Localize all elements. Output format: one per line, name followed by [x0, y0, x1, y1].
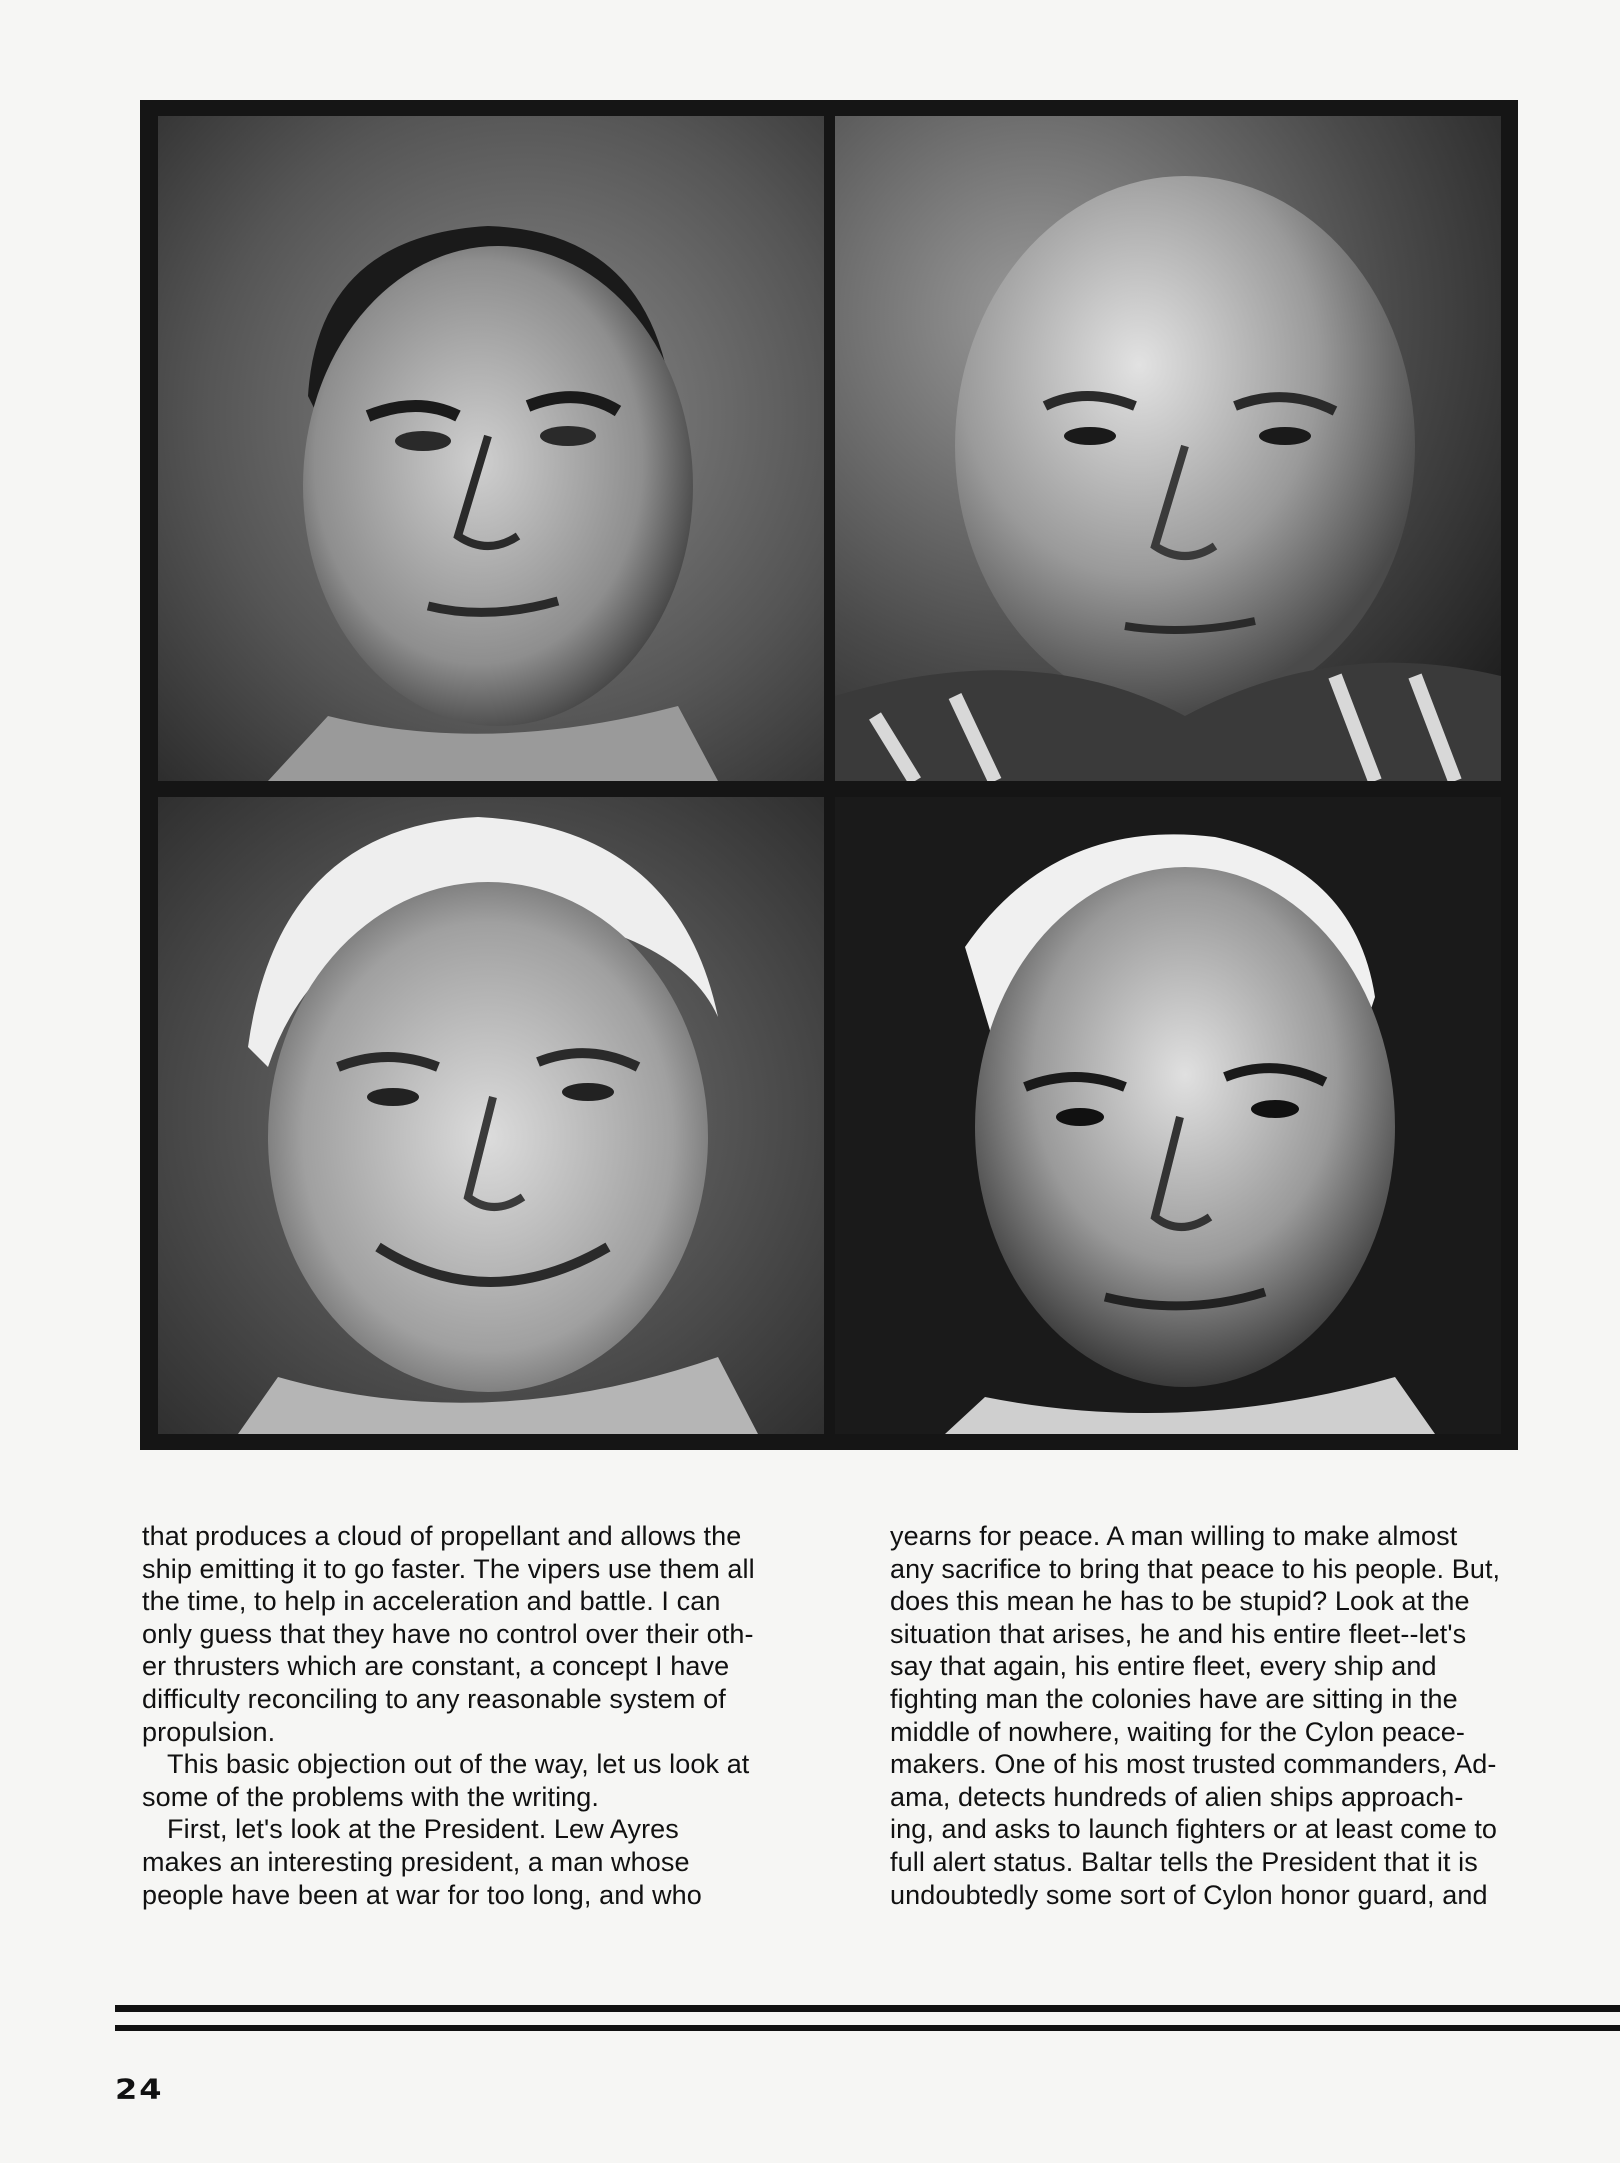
portrait-photo-bottom-right [835, 797, 1501, 1434]
page-number: 24 [115, 2073, 164, 2106]
footer-rule-top [115, 2005, 1620, 2012]
portrait-photo-bottom-left [158, 797, 824, 1434]
paragraph: yearns for peace. A man willing to make almost any sacrifice to bring that peace to his people. But, does this mean he has to be stupid? Look at the situation that arises, he and his entire fleet--let's say that again, his entire fleet, every ship and fighting man the colonies have are sitting in the middle of nowhere, waiting for the Cylon peace- makers. One of his most trusted commanders, Ad- ama, detects hundreds of alien ships approach- ing, and asks to launch fighters or at least come to full alert status. Baltar tells the President that it is undoubtedly some sort of Cylon honor guard, and [890, 1521, 1501, 1910]
paragraph: This basic objection out of the way, let us look at some of the problems with the writing. [142, 1749, 750, 1812]
article-column-left [142, 1520, 832, 1911]
photo-grid [140, 100, 1518, 1450]
paragraph: First, let's look at the President. Lew Ayres makes an interesting president, a man whose people have been at war for too long, and who [142, 1814, 702, 1910]
article-column-right [890, 1520, 1580, 1911]
portrait-photo-top-left [158, 116, 824, 781]
footer-rule-bottom [115, 2025, 1620, 2031]
paragraph: that produces a cloud of propellant and allows the ship emitting it to go faster. The vipers use them all the time, to help in acceleration and battle. I can only guess that they have no control over their oth- er thrusters which are constant, a concept I have difficulty reconciling to any reasonable system of propulsion. [142, 1521, 755, 1747]
portrait-photo-top-right [835, 116, 1501, 781]
